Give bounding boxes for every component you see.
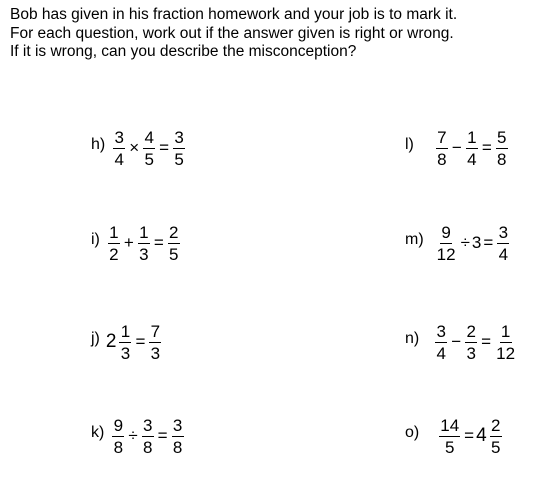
question-o <box>405 406 504 466</box>
numerator: 1 <box>109 222 119 242</box>
denominator: 3 <box>466 343 476 363</box>
equals-sign: = <box>481 138 492 157</box>
fraction <box>113 128 125 169</box>
question-label: o) <box>405 424 420 441</box>
denominator: 3 <box>150 343 161 363</box>
instruction-line: For each question, work out if the answer given is right or wrong. <box>10 24 454 42</box>
answer-fraction <box>490 416 502 457</box>
fraction <box>436 128 448 169</box>
question-label: n) <box>405 330 420 347</box>
numerator: 4 <box>144 127 154 147</box>
operator: × <box>129 138 140 157</box>
denominator: 4 <box>467 149 477 169</box>
integer: 3 <box>471 233 482 252</box>
fraction <box>466 128 478 169</box>
denominator: 5 <box>174 149 184 169</box>
numerator: 7 <box>150 321 161 341</box>
question-h <box>91 118 187 178</box>
question-i <box>91 213 182 273</box>
question-label: h) <box>91 136 106 153</box>
fraction <box>119 322 131 363</box>
denominator: 12 <box>436 244 456 264</box>
denominator: 8 <box>113 437 124 457</box>
question-k <box>91 406 186 466</box>
denominator: 3 <box>139 244 149 264</box>
numerator: 3 <box>172 415 183 435</box>
question-l <box>405 118 510 178</box>
equals-sign: = <box>464 426 475 445</box>
denominator: 12 <box>496 343 516 363</box>
equals-sign: = <box>135 332 146 351</box>
answer-fraction <box>172 416 184 457</box>
equals-sign: = <box>153 233 164 252</box>
numerator: 3 <box>436 321 446 341</box>
numerator: 9 <box>113 415 124 435</box>
question-label: k) <box>91 424 105 441</box>
answer-fraction <box>497 223 509 264</box>
numerator: 9 <box>441 222 451 242</box>
equals-sign: = <box>481 332 492 351</box>
denominator: 4 <box>436 343 446 363</box>
denominator: 5 <box>144 149 154 169</box>
answer-fraction <box>168 223 180 264</box>
denominator: 3 <box>120 343 131 363</box>
denominator: 8 <box>497 149 507 169</box>
question-m <box>405 213 511 273</box>
operator: − <box>451 332 462 351</box>
fraction <box>108 223 120 264</box>
numerator: 2 <box>490 415 501 435</box>
operator: + <box>123 233 134 252</box>
fraction <box>138 223 150 264</box>
fraction <box>439 416 460 457</box>
denominator: 5 <box>444 437 455 457</box>
answer-fraction <box>496 128 508 169</box>
question-label: l) <box>405 136 414 153</box>
fraction <box>435 322 447 363</box>
equals-sign: = <box>159 138 170 157</box>
answer-fraction <box>495 322 516 363</box>
answer-fraction <box>149 322 161 363</box>
instruction-line: If it is wrong, can you describe the misconception? <box>10 43 357 60</box>
numerator: 1 <box>500 321 511 341</box>
numerator: 3 <box>498 222 509 242</box>
instructions <box>10 6 555 62</box>
operator: ÷ <box>128 426 138 445</box>
numerator: 2 <box>466 321 476 341</box>
numerator: 2 <box>169 222 179 242</box>
numerator: 5 <box>497 127 507 147</box>
denominator: 8 <box>142 437 153 457</box>
numerator: 3 <box>114 127 124 147</box>
denominator: 8 <box>172 437 183 457</box>
numerator: 14 <box>440 415 460 435</box>
denominator: 5 <box>490 437 501 457</box>
question-n <box>405 312 518 372</box>
denominator: 5 <box>169 244 179 264</box>
numerator: 7 <box>437 127 447 147</box>
instruction-line: Bob has given in his fraction homework and your job is to mark it. <box>10 6 458 23</box>
answer-fraction <box>173 128 185 169</box>
numerator: 3 <box>174 127 184 147</box>
question-label: m) <box>405 231 424 248</box>
equals-sign: = <box>157 426 168 445</box>
numerator: 3 <box>142 415 153 435</box>
fraction <box>142 416 154 457</box>
fraction <box>465 322 477 363</box>
whole-number: 2 <box>105 331 117 352</box>
fraction <box>143 128 155 169</box>
operator: − <box>451 138 462 157</box>
equals-sign: = <box>483 233 494 252</box>
fraction <box>112 416 124 457</box>
denominator: 2 <box>109 244 119 264</box>
denominator: 4 <box>498 244 509 264</box>
operator: ÷ <box>460 233 470 252</box>
numerator: 1 <box>139 222 149 242</box>
denominator: 8 <box>437 149 447 169</box>
denominator: 4 <box>114 149 124 169</box>
numerator: 1 <box>120 321 131 341</box>
fraction <box>436 223 457 264</box>
question-label: i) <box>91 231 100 248</box>
question-label: j) <box>91 330 100 347</box>
whole-number: 4 <box>476 425 487 446</box>
question-j <box>91 312 163 372</box>
numerator: 1 <box>467 127 477 147</box>
